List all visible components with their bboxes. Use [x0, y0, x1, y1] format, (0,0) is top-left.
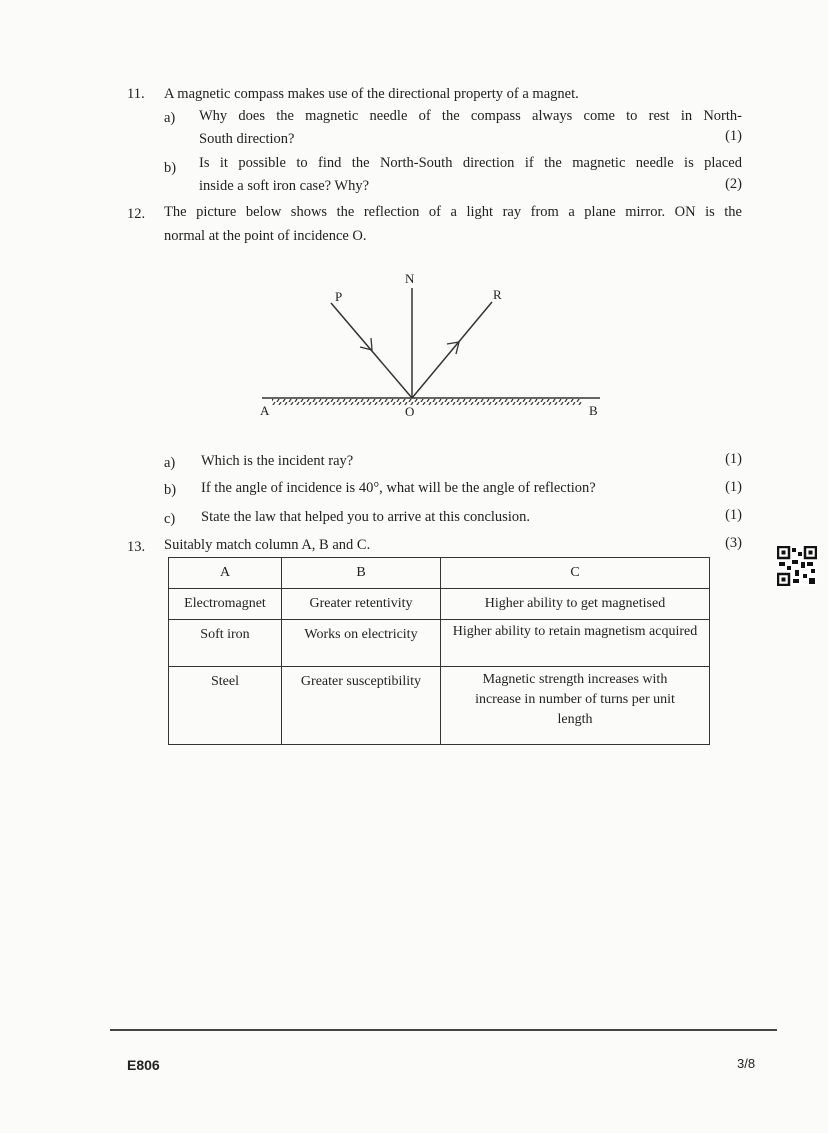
reflection-diagram — [0, 0, 828, 430]
q12c-label: c) — [164, 511, 176, 527]
label-n: N — [405, 271, 415, 286]
q11a-label: a) — [164, 110, 176, 126]
q13-text: Suitably match column A, B and C. — [164, 537, 371, 553]
match-table — [168, 557, 710, 745]
q11a-line2: South direction? — [199, 131, 295, 147]
q12b-text: If the angle of incidence is 40°, what will be the angle of reflection? — [201, 480, 596, 496]
q12-line2: normal at the point of incidence O. — [164, 228, 367, 244]
q11b-line1: Is it possible to find the North-South direction if the magnetic needle is placed — [199, 155, 742, 171]
header-a: A — [169, 558, 282, 589]
mirror-hatching — [272, 399, 582, 405]
header-c: C — [441, 558, 710, 589]
q12b-label: b) — [164, 482, 177, 498]
cell: Magnetic strength increases with increase in number of turns per unit length — [441, 667, 710, 745]
q12a-label: a) — [164, 455, 176, 471]
label-a: A — [260, 403, 270, 418]
label-o: O — [405, 404, 415, 419]
cell: Soft iron — [169, 620, 282, 667]
label-p: P — [335, 289, 343, 304]
cell: Higher ability to get magnetised — [441, 589, 710, 620]
q12a-text: Which is the incident ray? — [201, 453, 354, 469]
cell: Works on electricity — [282, 620, 441, 667]
q11a-marks: (1) — [725, 128, 742, 144]
q12-number: 12. — [127, 206, 146, 222]
cell: Greater susceptibility — [282, 667, 441, 745]
q12b-marks: (1) — [725, 479, 742, 495]
q12c-text: State the law that helped you to arrive at this conclusion. — [201, 509, 530, 525]
footer-divider — [110, 1029, 777, 1031]
q11b-marks: (2) — [725, 176, 742, 192]
q11b-label: b) — [164, 160, 177, 176]
reflected-ray — [412, 302, 492, 398]
paper-code: E806 — [127, 1057, 160, 1073]
cell: Steel — [169, 667, 282, 745]
q12c-marks: (1) — [725, 507, 742, 523]
q11b-line2: inside a soft iron case? Why? — [199, 178, 370, 194]
q12a-marks: (1) — [725, 451, 742, 467]
page-number: 3/8 — [737, 1056, 756, 1071]
qr-code-icon — [777, 546, 817, 586]
q13-number: 13. — [127, 539, 146, 555]
cell: Electromagnet — [169, 589, 282, 620]
q11a-line1: Why does the magnetic needle of the compass always come to rest in North- — [199, 108, 742, 124]
cell: Greater retentivity — [282, 589, 441, 620]
table-row — [169, 667, 710, 745]
table-row — [169, 589, 710, 620]
label-r: R — [493, 287, 502, 302]
cell: Higher ability to retain magnetism acquired — [441, 620, 710, 667]
header-b: B — [282, 558, 441, 589]
q13-marks: (3) — [725, 535, 742, 551]
q11-number: 11. — [127, 86, 145, 102]
q12-line1: The picture below shows the reflection of a light ray from a plane mirror. ON is the — [164, 204, 742, 220]
table-row — [169, 620, 710, 667]
q11-text: A magnetic compass makes use of the directional property of a magnet. — [164, 86, 579, 102]
label-b: B — [589, 403, 598, 418]
